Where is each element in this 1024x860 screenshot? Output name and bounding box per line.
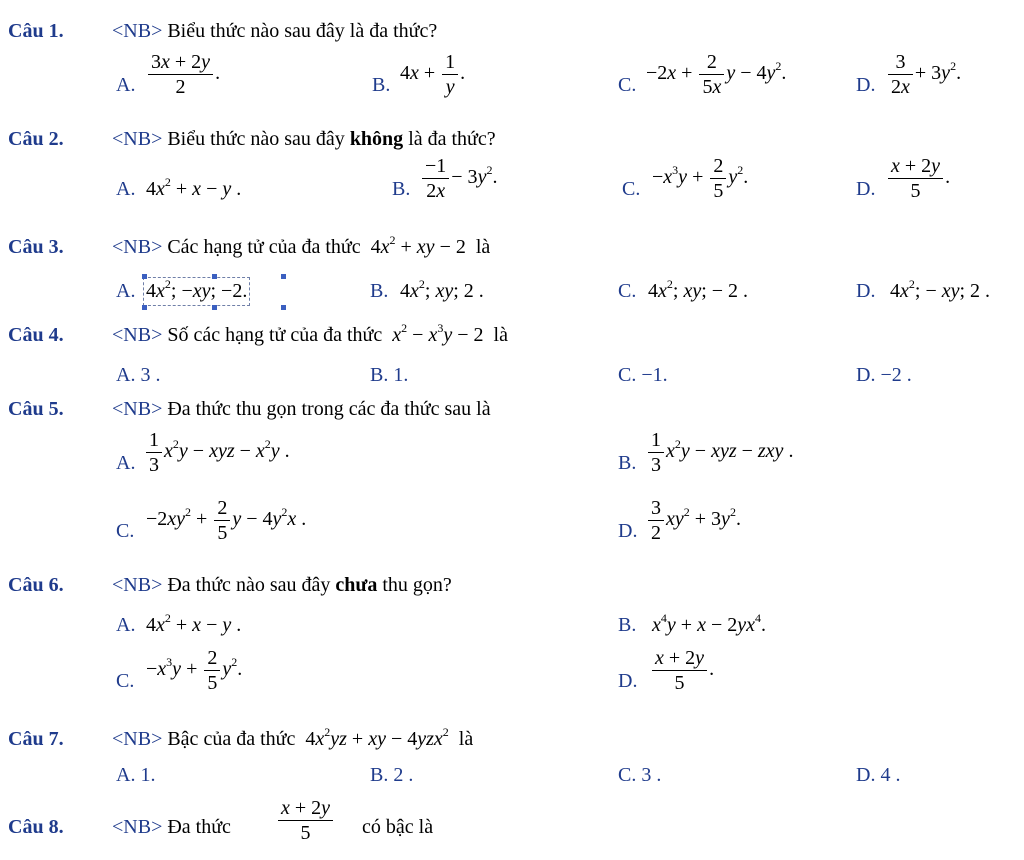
option-b[interactable]: B. 2 . [370,764,414,786]
option-label: B. [372,74,391,96]
question-text: <NB> Đa thức thu gọn trong các đa thức sau là [112,398,491,420]
option-d-math[interactable]: $\frac{3}{2x}$ + $3y^2$. [886,50,961,99]
question-text: <NB> Đa thức [112,816,231,838]
option-c-math[interactable]: $4x^2$; xy; − 2 . [648,277,749,302]
selection-handle[interactable] [142,305,147,310]
option-d[interactable]: D. −2 . [856,364,912,386]
selection-handle[interactable] [281,274,286,279]
option-c-math[interactable]: −2x + $\frac{2}{5x}$ $y - 4y^2$. [646,51,787,98]
option-d-math[interactable]: $4x^2$; − xy; 2 . [890,277,991,302]
option-b[interactable]: B. 1. [370,364,409,386]
question-label: Câu 5. [8,398,64,420]
question-label: Câu 8. [8,816,64,838]
option-d[interactable]: D. 4 . [856,764,901,786]
question-text: <NB> Biểu thức nào sau đây là đa thức? [112,20,438,42]
question-label: Câu 2. [8,128,64,150]
polynomial-expression: $\frac{x + 2y}{5}$ [276,796,335,845]
option-a[interactable]: A. 3 . [116,364,161,386]
option-label: C. [618,74,637,96]
polynomial-expression: $4x^2yz$ + xy − 4yzx$^2$ [305,725,449,750]
option-a-math-selected[interactable]: $4x^2$; −xy; −2. [146,277,248,302]
option-label: A. [116,614,136,636]
option-label: B. [370,280,389,302]
question-label: Câu 7. [8,728,64,750]
option-b-math[interactable]: $\frac{-1}{2x}$ − $3y^2$. [420,154,497,203]
question-label: Câu 1. [8,20,64,42]
question-text: <NB> Số các hạng tử của đa thức $x^2 - x^3y - 2$ là [112,321,508,346]
question-text: <NB> Biểu thức nào sau đây không là đa thức? [112,128,496,150]
option-a-math[interactable]: $4x^2 + x - y$ . [146,611,242,636]
question-text: <NB> Đa thức nào sau đây chưa thu gọn? [112,574,452,596]
polynomial-expression: $x^2 - x^3y - 2$ [392,321,484,346]
question-label: Câu 3. [8,236,64,258]
option-b-math[interactable]: 4x + $\frac{1}{y}$ . [400,51,466,98]
question-text: <NB> Bậc của đa thức $4x^2yz$ + xy − 4yzx$^2$ là [112,725,474,750]
selection-handle[interactable] [281,305,286,310]
option-c-math[interactable]: $-x^3y$ + $\frac{2}{5}$ $y^2$. [652,155,749,202]
option-a-math[interactable]: $\frac{3x + 2y}{2}$ . [146,50,220,99]
option-label: A. [116,280,136,302]
option-c-math[interactable]: $-x^3y$ + $\frac{2}{5}$ $y^2$. [146,647,243,694]
option-label: D. [856,178,876,200]
question-label: Câu 6. [8,574,64,596]
option-label: D. [618,670,638,692]
option-label: B. [392,178,411,200]
option-b-math[interactable]: $x^4y + x - 2yx^4$. [652,611,766,636]
option-a[interactable]: A. 1. [116,764,156,786]
option-label: D. [856,280,876,302]
option-label: C. [116,670,135,692]
question-label: Câu 4. [8,324,64,346]
option-a-math[interactable]: $4x^2 + x - y$ . [146,175,242,200]
selection-handle[interactable] [212,274,217,279]
option-label: B. [618,452,637,474]
option-c[interactable]: C. −1. [618,364,668,386]
option-d-math[interactable]: $\frac{x + 2y}{5}$ . [886,154,950,203]
option-c[interactable]: C. 3 . [618,764,662,786]
question-suffix: có bậc là [362,816,434,838]
option-b-math[interactable]: $4x^2$; xy; 2 . [400,277,484,302]
option-a-math[interactable]: $\frac{1}{3}$ $x^2y$ − xyz − $x^2y$ . [144,428,290,477]
option-label: D. [618,520,638,542]
selection-handle[interactable] [212,305,217,310]
option-label: A. [116,178,136,200]
option-d-math[interactable]: $\frac{3}{2}$ $xy^2 + 3y^2$. [646,496,741,545]
option-c-math[interactable]: $-2xy^2$ + $\frac{2}{5}$ $y - 4y^2x$ . [146,497,307,544]
option-label: A. [116,74,136,96]
option-label: C. [622,178,641,200]
question-text: <NB> Các hạng tử của đa thức $4x^2$ + xy − 2 là [112,233,491,258]
option-label: C. [618,280,637,302]
option-label: D. [856,74,876,96]
option-b-math[interactable]: $\frac{1}{3}$ $x^2y$ − xyz − zxy . [646,428,793,477]
polynomial-expression: $4x^2$ + xy − 2 [370,233,466,258]
option-label: A. [116,452,136,474]
option-label: C. [116,520,135,542]
option-label: B. [618,614,637,636]
option-d-math[interactable]: $\frac{x + 2y}{5}$ . [650,646,714,695]
selection-handle[interactable] [142,274,147,279]
